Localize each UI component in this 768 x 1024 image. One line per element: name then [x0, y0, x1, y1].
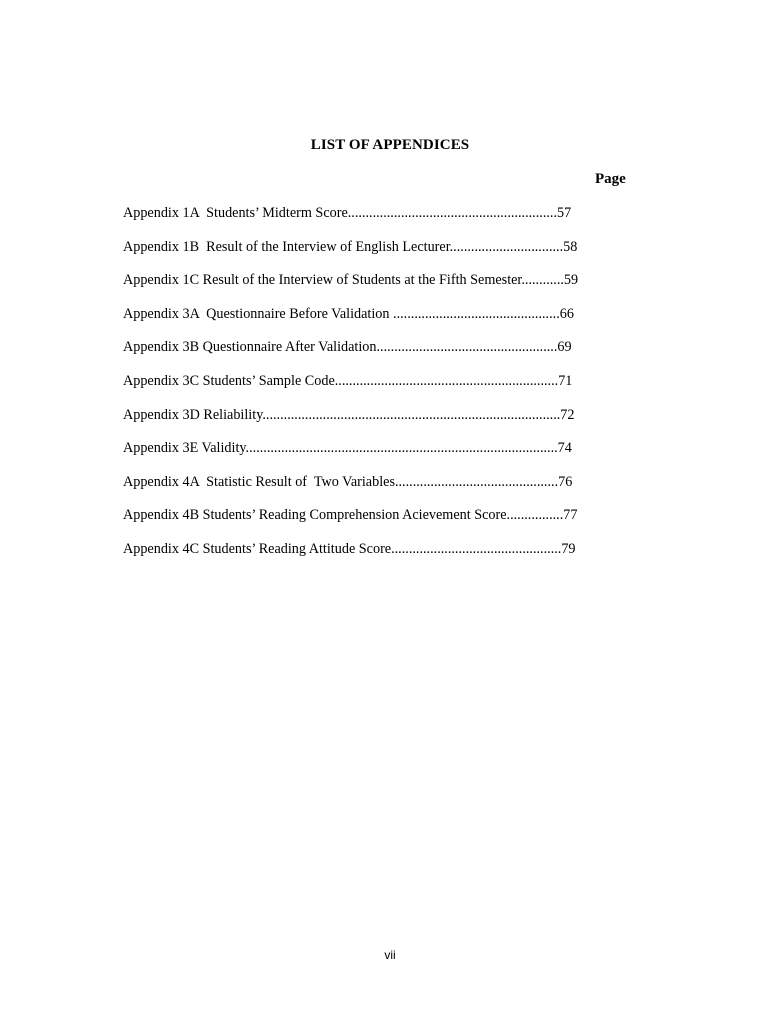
appendix-entry	[123, 239, 623, 273]
appendix-entry	[123, 272, 623, 306]
appendix-entry	[123, 306, 623, 340]
appendix-entry	[123, 474, 623, 508]
page-column-header: Page	[595, 171, 626, 187]
appendix-entry	[123, 440, 623, 474]
appendix-entry	[123, 205, 623, 239]
appendix-entry	[123, 373, 623, 407]
appendix-entry-text: Appendix 1C Result of the Interview of Students at the Fifth Semester............59	[123, 272, 579, 289]
appendix-entry	[123, 339, 623, 373]
appendix-entry	[123, 507, 623, 541]
appendix-entry-text: Appendix 3E Validity........................................................................................74	[123, 440, 572, 457]
appendix-entry-text: Appendix 4A Statistic Result of Two Variables..............................................76	[123, 473, 573, 490]
appendix-entry	[123, 541, 623, 575]
page-title: LIST OF APPENDICES	[310, 137, 470, 153]
appendix-entry-text: Appendix 3B Questionnaire After Validation...................................................69	[123, 339, 572, 356]
appendix-entry-text: Appendix 3A Questionnaire Before Validation ...............................................66	[123, 305, 574, 322]
appendix-entry-text: Appendix 4C Students’ Reading Attitude Score................................................79	[123, 540, 576, 557]
appendix-entry-text: Appendix 1A Students’ Midterm Score...........................................................57	[123, 205, 572, 221]
appendix-entry-text: Appendix 3C Students’ Sample Code...............................................................71	[123, 372, 573, 389]
appendix-list	[123, 205, 623, 575]
appendix-entry-text: Appendix 4B Students’ Reading Comprehension Acievement Score................77	[123, 507, 578, 524]
appendix-entry	[123, 407, 623, 441]
page-number: vii	[384, 948, 396, 962]
appendix-entry-text: Appendix 3D Reliability....................................................................................72	[123, 406, 575, 423]
appendix-entry-text: Appendix 1B Result of the Interview of English Lecturer................................58	[123, 238, 578, 255]
